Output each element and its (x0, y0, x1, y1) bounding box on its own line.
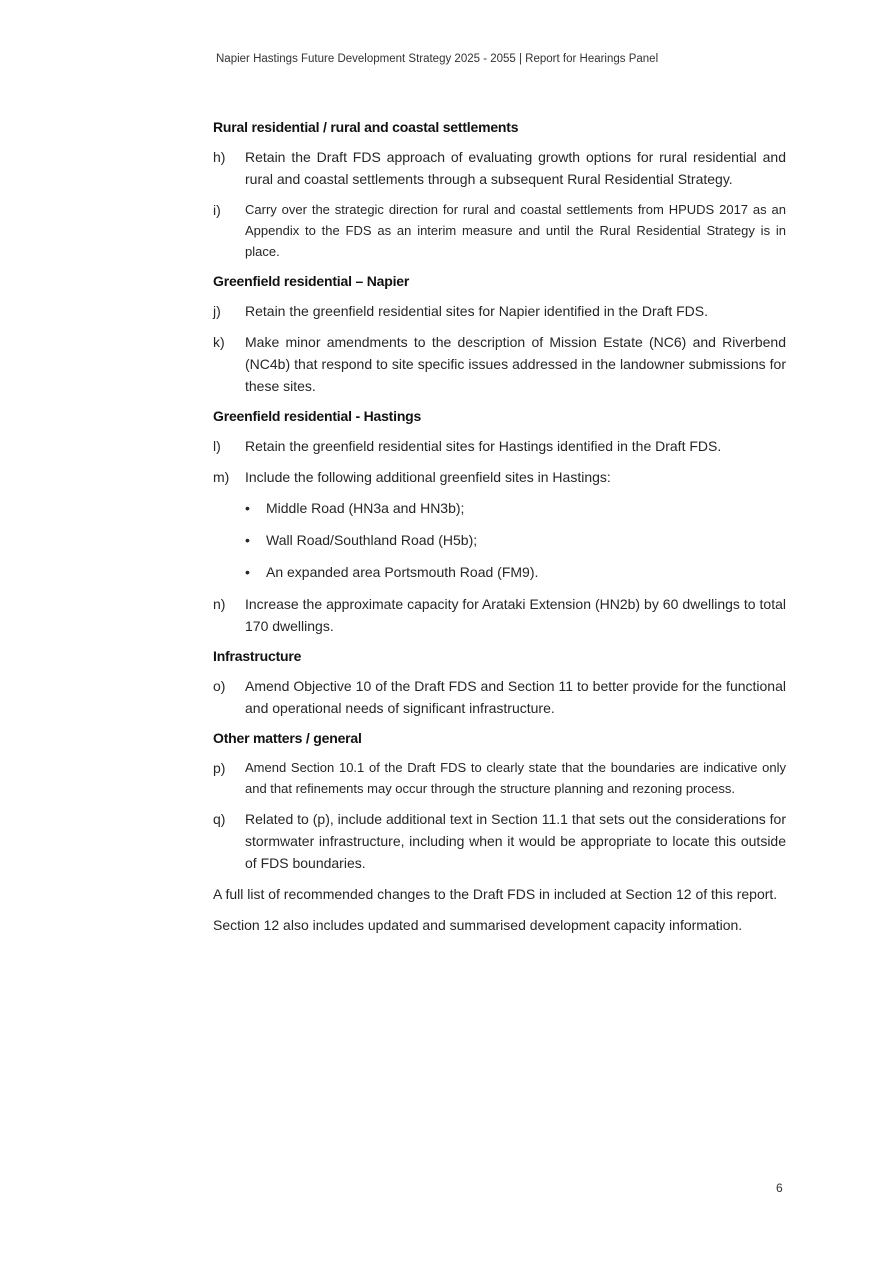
list-item-j (213, 300, 786, 322)
item-text: Amend Objective 10 of the Draft FDS and Section 11 to better provide for the functional and operational needs of significant infrastructure. (245, 678, 786, 716)
item-label: j) (213, 303, 221, 319)
list-item-m (213, 466, 786, 488)
item-label: i) (213, 202, 221, 218)
item-label: q) (213, 811, 226, 827)
list-item-q (213, 808, 786, 874)
item-text: Retain the Draft FDS approach of evaluating growth options for rural residential and rural and coastal settlements through a subsequent Rural Residential Strategy. (245, 149, 786, 187)
list-item-k (213, 331, 786, 397)
item-text: Make minor amendments to the description of Mission Estate (NC6) and Riverbend (NC4b) that respond to site specific issues addressed in the landowner submissions for these sites. (245, 334, 786, 394)
item-label: k) (213, 334, 225, 350)
bullet-text: Middle Road (HN3a and HN3b); (266, 500, 465, 516)
bullet-item (213, 561, 786, 583)
bullet-item (213, 497, 786, 519)
section-heading-other: Other matters / general (213, 730, 362, 746)
list-item-o (213, 675, 786, 719)
document-body (213, 117, 786, 945)
closing-paragraph: A full list of recommended changes to the Draft FDS in included at Section 12 of this report. (213, 886, 778, 902)
item-text: Amend Section 10.1 of the Draft FDS to clearly state that the boundaries are indicative only and that refinements may occur through the structure planning and rezoning process. (245, 760, 786, 796)
item-label: l) (213, 438, 221, 454)
item-text: Related to (p), include additional text in Section 11.1 that sets out the considerations for stormwater infrastructure, including when it would be appropriate to locate this outside of FDS boundaries. (245, 811, 786, 871)
item-text: Include the following additional greenfield sites in Hastings: (245, 469, 611, 485)
section-heading-hastings: Greenfield residential - Hastings (213, 408, 422, 424)
section-heading-napier: Greenfield residential – Napier (213, 273, 410, 289)
item-label: h) (213, 149, 226, 165)
item-text: Retain the greenfield residential sites for Napier identified in the Draft FDS. (245, 303, 709, 319)
bullet-icon: • (245, 564, 250, 580)
item-text: Carry over the strategic direction for rural and coastal settlements from HPUDS 2017 as an Appendix to the FDS as an interim measure and until the Rural Residential Strategy is in place. (245, 202, 786, 259)
item-label: p) (213, 760, 226, 776)
item-text: Increase the approximate capacity for Arataki Extension (HN2b) by 60 dwellings to total 170 dwellings. (245, 596, 786, 634)
bullet-list (213, 497, 786, 583)
item-text: Retain the greenfield residential sites for Hastings identified in the Draft FDS. (245, 438, 722, 454)
list-item-h (213, 146, 786, 190)
bullet-icon: • (245, 500, 250, 516)
item-label: o) (213, 678, 226, 694)
bullet-item (213, 529, 786, 551)
section-heading-infrastructure: Infrastructure (213, 648, 302, 664)
list-item-l (213, 435, 786, 457)
list-item-i (213, 199, 786, 262)
section-heading-rural: Rural residential / rural and coastal settlements (213, 119, 519, 135)
running-header: Napier Hastings Future Development Strategy 2025 - 2055 | Report for Hearings Panel (216, 53, 659, 65)
list-item-p (213, 757, 786, 799)
item-label: m) (213, 469, 230, 485)
bullet-icon: • (245, 532, 250, 548)
page-number: 6 (776, 1181, 783, 1195)
item-label: n) (213, 596, 226, 612)
bullet-text: An expanded area Portsmouth Road (FM9). (266, 564, 539, 580)
list-item-n (213, 593, 786, 637)
bullet-text: Wall Road/Southland Road (H5b); (266, 532, 478, 548)
closing-paragraph: Section 12 also includes updated and summarised development capacity information. (213, 917, 743, 933)
